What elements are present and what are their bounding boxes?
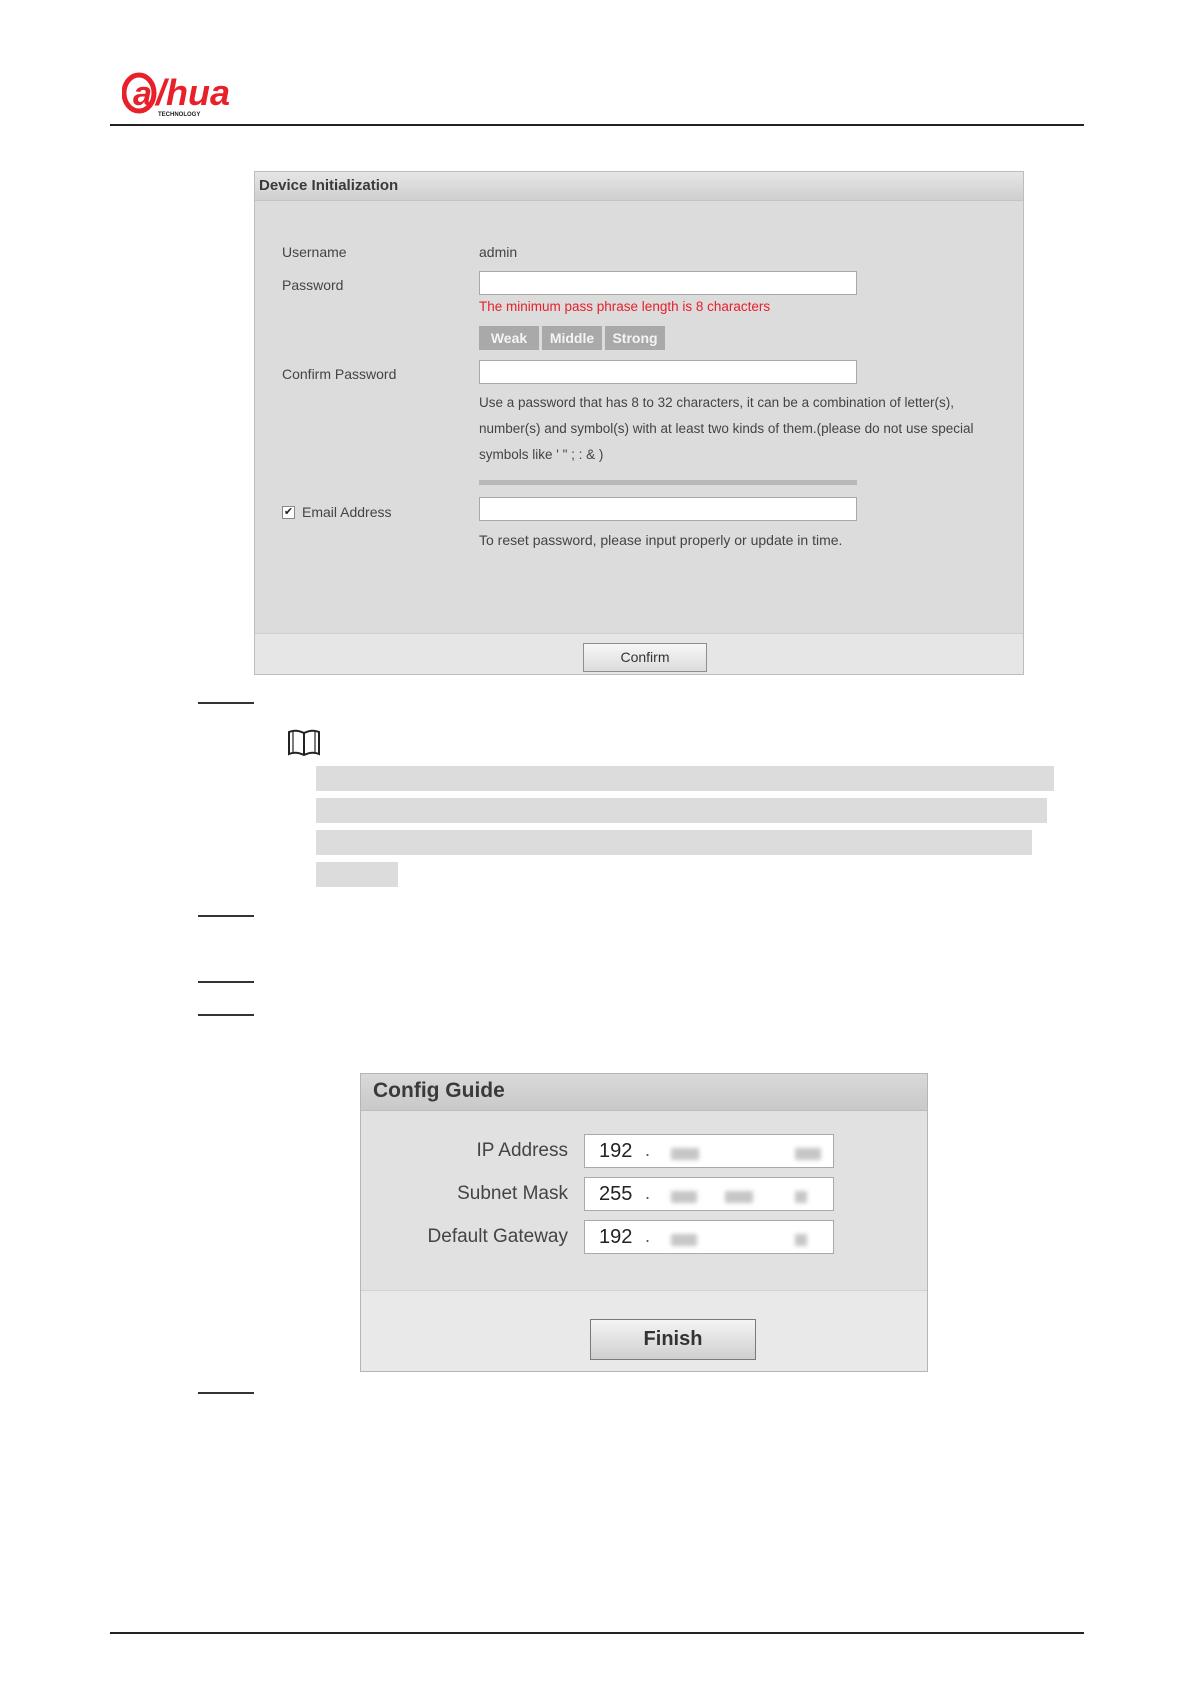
subnet-mask-input[interactable]	[584, 1177, 834, 1211]
password-label: Password	[282, 277, 344, 293]
step-marker	[198, 702, 254, 704]
email-hint: To reset password, please input properly or update in time.	[479, 532, 843, 548]
confirm-button[interactable]: Confirm	[583, 643, 707, 672]
header-rule	[110, 124, 1084, 126]
ip-address-label: IP Address	[476, 1140, 568, 1161]
note-book-icon	[287, 728, 321, 758]
config-guide-title: Config Guide	[373, 1079, 505, 1102]
svg-text:a: a	[133, 75, 152, 113]
panel-footer	[255, 633, 1023, 674]
panel-titlebar	[255, 172, 1023, 201]
email-checkbox[interactable]	[282, 506, 295, 519]
subnet-first-octet: 255	[599, 1183, 633, 1205]
email-input[interactable]	[479, 497, 857, 521]
strength-strong: Strong	[605, 326, 665, 350]
step-marker	[198, 1392, 254, 1394]
default-gateway-label: Default Gateway	[427, 1226, 568, 1247]
svg-text:/hua: /hua	[156, 72, 231, 113]
blurred-octet	[725, 1191, 753, 1203]
password-hint: Use a password that has 8 to 32 characters, it can be a combination of letter(s), number(s) and symbol(s) with at least two kinds of them.(please do not use special symbols like ' " ; : & )	[479, 395, 974, 462]
blurred-octet	[671, 1148, 699, 1160]
gateway-first-octet: 192	[599, 1226, 633, 1248]
blurred-octet	[671, 1234, 697, 1246]
redacted-text-line	[316, 766, 1054, 791]
ip-first-octet: 192	[599, 1140, 633, 1162]
config-guide-panel	[360, 1073, 928, 1372]
svg-text:TECHNOLOGY: TECHNOLOGY	[158, 112, 201, 118]
config-guide-titlebar	[361, 1074, 927, 1111]
ip-address-input[interactable]	[584, 1134, 834, 1168]
step-marker	[198, 1014, 254, 1016]
confirm-password-label: Confirm Password	[282, 366, 397, 382]
blurred-octet	[795, 1148, 821, 1160]
email-label: Email Address	[302, 504, 392, 520]
username-label: Username	[282, 244, 347, 260]
octet-separator: .	[645, 1183, 651, 1203]
subnet-mask-label: Subnet Mask	[457, 1183, 568, 1204]
redacted-text-line	[316, 862, 398, 887]
redacted-text-line	[316, 798, 1047, 823]
octet-separator: .	[645, 1226, 651, 1246]
strength-middle: Middle	[542, 326, 602, 350]
strength-progress-bar	[479, 480, 857, 485]
password-error: The minimum pass phrase length is 8 characters	[479, 299, 771, 314]
octet-separator: .	[645, 1140, 651, 1160]
strength-weak: Weak	[479, 326, 539, 350]
default-gateway-input[interactable]	[584, 1220, 834, 1254]
footer-rule	[110, 1632, 1084, 1634]
step-marker	[198, 915, 254, 917]
checkmark-icon: ✔	[283, 506, 294, 518]
device-initialization-panel	[254, 171, 1024, 675]
redacted-text-line	[316, 830, 1032, 855]
username-value: admin	[479, 244, 518, 260]
step-marker	[198, 981, 254, 983]
config-guide-footer	[361, 1290, 927, 1371]
blurred-octet	[671, 1191, 697, 1203]
confirm-password-input[interactable]	[479, 360, 857, 384]
blurred-octet	[795, 1234, 807, 1246]
finish-button[interactable]: Finish	[590, 1319, 756, 1360]
panel-title: Device Initialization	[259, 177, 399, 194]
password-input[interactable]	[479, 271, 857, 295]
dahua-logo	[122, 72, 262, 118]
blurred-octet	[795, 1191, 807, 1203]
